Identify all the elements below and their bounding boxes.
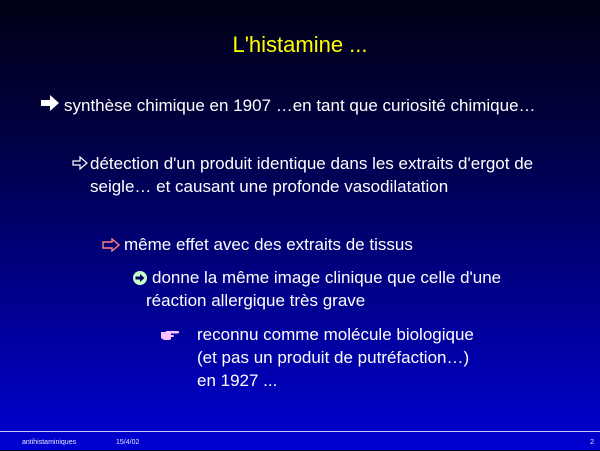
bullet-text: détection d'un produit identique dans les extraits d'ergot de seigle… et causant une profonde vasodilatation — [90, 154, 534, 196]
slide-footer — [0, 431, 600, 451]
bullet-level-2 — [72, 152, 572, 198]
bullet-level-5 — [160, 323, 560, 392]
bullet-level-4 — [132, 266, 572, 312]
bullet-text-line-1: reconnu comme molécule biologique — [197, 325, 474, 344]
circle-arrow-icon — [132, 270, 148, 286]
bullet-text: synthèse chimique en 1907 …en tant que curiosité chimique… — [64, 96, 536, 115]
hollow-arrow-icon — [72, 156, 88, 170]
outline-arrow-icon — [102, 238, 120, 252]
footer-date: 15/4/02 — [116, 439, 140, 446]
slide-title: L'histamine ... — [232, 32, 368, 57]
page-number: 2 — [590, 439, 594, 446]
bullet-level-3 — [102, 233, 542, 256]
bullet-text: même effet avec des extraits de tissus — [124, 235, 413, 254]
bullet-text-line-3: en 1927 ... — [197, 371, 278, 390]
bullet-text-line-2: réaction allergique très grave — [146, 291, 366, 310]
bullet-level-1 — [40, 94, 560, 117]
footer-label: antihistaminiques — [22, 439, 77, 446]
arrow-right-icon — [40, 94, 60, 112]
bullet-text-line-1: donne la même image clinique que celle d'une — [152, 268, 502, 287]
bullet-text-line-2: (et pas un produit de putréfaction…) — [197, 348, 470, 367]
pointing-hand-icon — [160, 329, 180, 341]
